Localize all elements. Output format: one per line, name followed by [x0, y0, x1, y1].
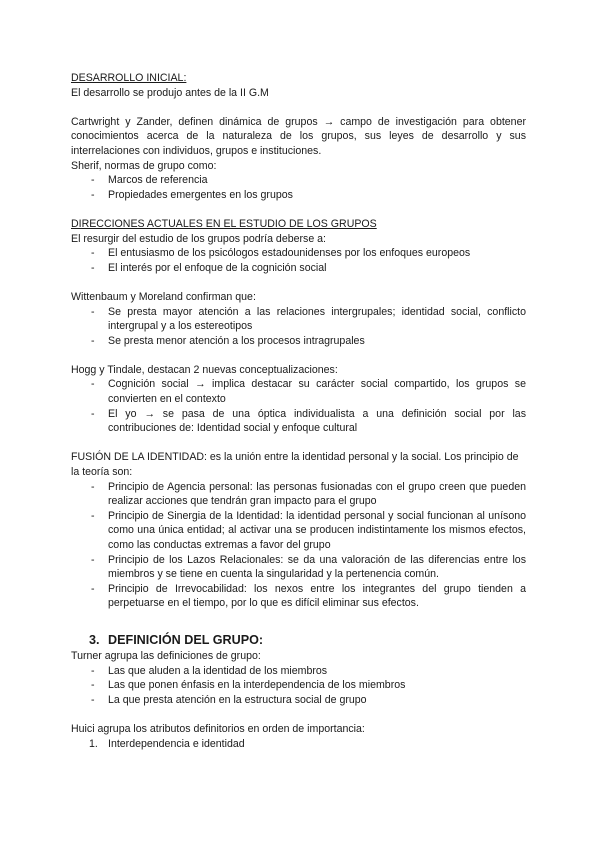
list-item: - Principio de Irrevocabilidad: los nexos entre los integrantes del grupo tienden a perpetuarse en el tiempo, por lo que es difícil eliminar sus efectos.: [71, 582, 526, 611]
list-item: - El interés por el enfoque de la cognición social: [71, 261, 526, 276]
heading-text: DEFINICIÓN DEL GRUPO:: [108, 632, 264, 647]
section-title-direcciones: DIRECCIONES ACTUALES EN EL ESTUDIO DE LOS GRUPOS: [71, 217, 377, 230]
list-item: - El entusiasmo de los psicólogos estadounidenses por los enfoques europeos: [71, 246, 526, 261]
list-text: Interdependencia e identidad: [108, 737, 245, 750]
dash-list: [71, 173, 526, 202]
dash-list: [71, 664, 526, 708]
list-item: - Las que aluden a la identidad de los miembros: [71, 664, 526, 679]
list-number: 1.: [89, 737, 98, 750]
dash-list: [71, 377, 526, 435]
paragraph: El resurgir del estudio de los grupos podría deberse a:: [71, 232, 326, 245]
paragraph-fusion: FUSIÓN DE LA IDENTIDAD: es la unión entre la identidad personal y la social. Los principio de la teoría son:: [71, 451, 519, 479]
list-item: - Se presta menor atención a los procesos intragrupales: [71, 334, 526, 349]
numbered-list: [71, 737, 526, 752]
paragraph-cartwright: Cartwright y Zander, definen dinámica de grupos → campo de investigación para obtener conocimientos acerca de la naturaleza de los grupos, sus leyes de desarrollo y sus interrelaciones con individuos, grupos e instituciones.: [71, 115, 526, 157]
paragraph: Wittenbaum y Moreland confirman que:: [71, 290, 256, 303]
paragraph: Hogg y Tindale, destacan 2 nuevas conceptualizaciones:: [71, 363, 338, 376]
list-item: - La que presta atención en la estructura social de grupo: [71, 693, 526, 708]
list-item: - Principio de Agencia personal: las personas fusionadas con el grupo creen que pueden realizar acciones que tendrán gran impacto para el grupo: [71, 480, 526, 509]
section-title-desarrollo: DESARROLLO INICIAL:: [71, 72, 187, 84]
list-item: [71, 737, 526, 752]
list-item: - Las que ponen énfasis en la interdependencia de los miembros: [71, 678, 526, 693]
heading-number: 3.: [89, 632, 100, 647]
section-heading-definicion: [71, 631, 526, 649]
list-item: - Marcos de referencia: [71, 173, 526, 188]
dash-list: [71, 480, 526, 611]
list-item: - Propiedades emergentes en los grupos: [71, 188, 526, 203]
dash-list: [71, 246, 526, 275]
list-item: - Principio de los Lazos Relacionales: se da una valoración de las diferencias entre los miembros y se tiene en cuenta la singularidad y la pertenencia común.: [71, 553, 526, 582]
paragraph-sherif: Sherif, normas de grupo como:: [71, 159, 217, 172]
dash-list: [71, 305, 526, 349]
paragraph: Turner agrupa las definiciones de grupo:: [71, 649, 261, 662]
paragraph: Huici agrupa los atributos definitorios en orden de importancia:: [71, 722, 365, 735]
list-item: - El yo → se pasa de una óptica individualista a una definición social por las contribuciones de: Identidad social y enfoque cultural: [71, 407, 526, 436]
paragraph: El desarrollo se produjo antes de la II G.M: [71, 86, 269, 99]
document-body: [71, 71, 526, 751]
list-item: - Principio de Sinergia de la Identidad: la identidad personal y social funcionan al unísono como una única entidad; al activar una se producen indistintamente los mismos efectos, como las conductas extremas a favor del grupo: [71, 509, 526, 553]
list-item: - Cognición social → implica destacar su carácter social compartido, los grupos se convierten en el contexto: [71, 377, 526, 406]
list-item: - Se presta mayor atención a las relaciones intergrupales; identidad social, conflicto intergrupal y a los estereotipos: [71, 305, 526, 334]
